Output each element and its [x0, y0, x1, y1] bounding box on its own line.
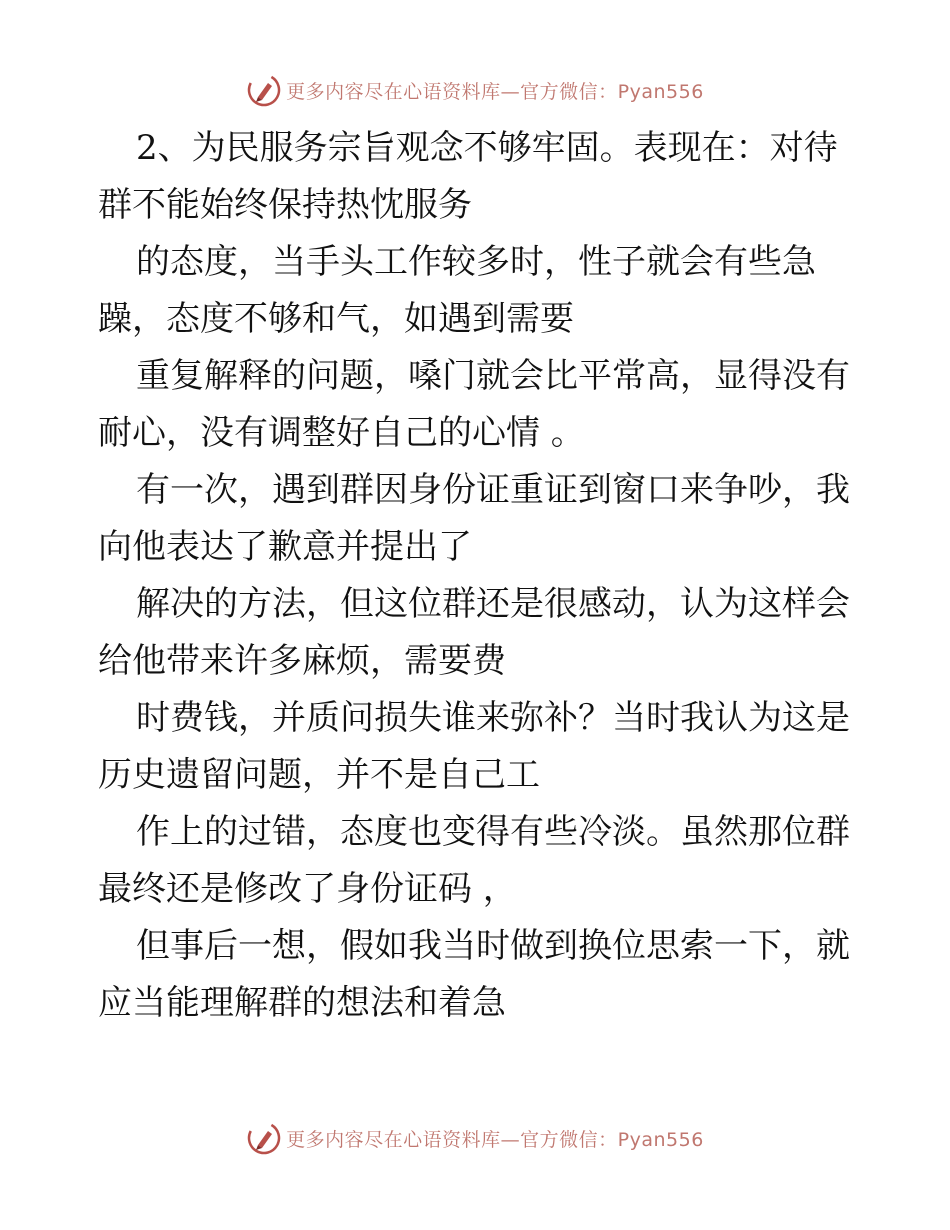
paragraph	[98, 462, 858, 576]
paragraph-line: 但事后一想，假如我当时做到换位思索一下，就	[136, 926, 850, 966]
paragraph-line: 时费钱，并质问损失谁来弥补？当时我认为这是	[136, 698, 850, 738]
paragraph-line: 耐心，没有调整好自己的心情 。	[98, 413, 585, 453]
header-watermark	[0, 70, 950, 110]
paragraph-line: 最终还是修改了身份证码 ，	[98, 869, 517, 909]
paragraph-line: 作上的过错，态度也变得有些冷淡。虽然那位群	[136, 812, 850, 852]
pen-nib-logo-icon	[246, 72, 282, 108]
footer-watermark-text: 更多内容尽在心语资料库—官方微信：Pyan556	[286, 1128, 704, 1151]
document-body	[98, 120, 858, 1032]
paragraph	[98, 918, 858, 1032]
paragraph-line: 群不能始终保持热忱服务	[98, 185, 472, 225]
header-watermark-text: 更多内容尽在心语资料库—官方微信：Pyan556	[286, 80, 704, 103]
footer-watermark	[0, 1118, 950, 1158]
paragraph	[98, 804, 858, 918]
paragraph	[98, 576, 858, 690]
paragraph	[98, 120, 858, 234]
pen-nib-logo-icon	[246, 1120, 282, 1156]
footer-account: Pyan556	[617, 1128, 704, 1151]
paragraph-line: 2、为民服务宗旨观念不够牢固。表现在：对待	[136, 128, 838, 168]
paragraph-line: 有一次，遇到群因身份证重证到窗口来争吵，我	[136, 470, 850, 510]
paragraph-line: 解决的方法，但这位群还是很感动，认为这样会	[136, 584, 850, 624]
paragraph	[98, 348, 858, 462]
paragraph-line: 向他表达了歉意并提出了	[98, 527, 472, 567]
paragraph	[98, 234, 858, 348]
paragraph-line: 的态度，当手头工作较多时，性子就会有些急	[136, 242, 816, 282]
paragraph-line: 给他带来许多麻烦，需要费	[98, 641, 506, 681]
paragraph-line: 应当能理解群的想法和着急	[98, 983, 506, 1023]
paragraph	[98, 690, 858, 804]
header-account: Pyan556	[617, 80, 704, 103]
paragraph-line: 躁，态度不够和气，如遇到需要	[98, 299, 574, 339]
paragraph-line: 重复解释的问题，嗓门就会比平常高，显得没有	[136, 356, 850, 396]
paragraph-line: 历史遗留问题，并不是自己工	[98, 755, 540, 795]
